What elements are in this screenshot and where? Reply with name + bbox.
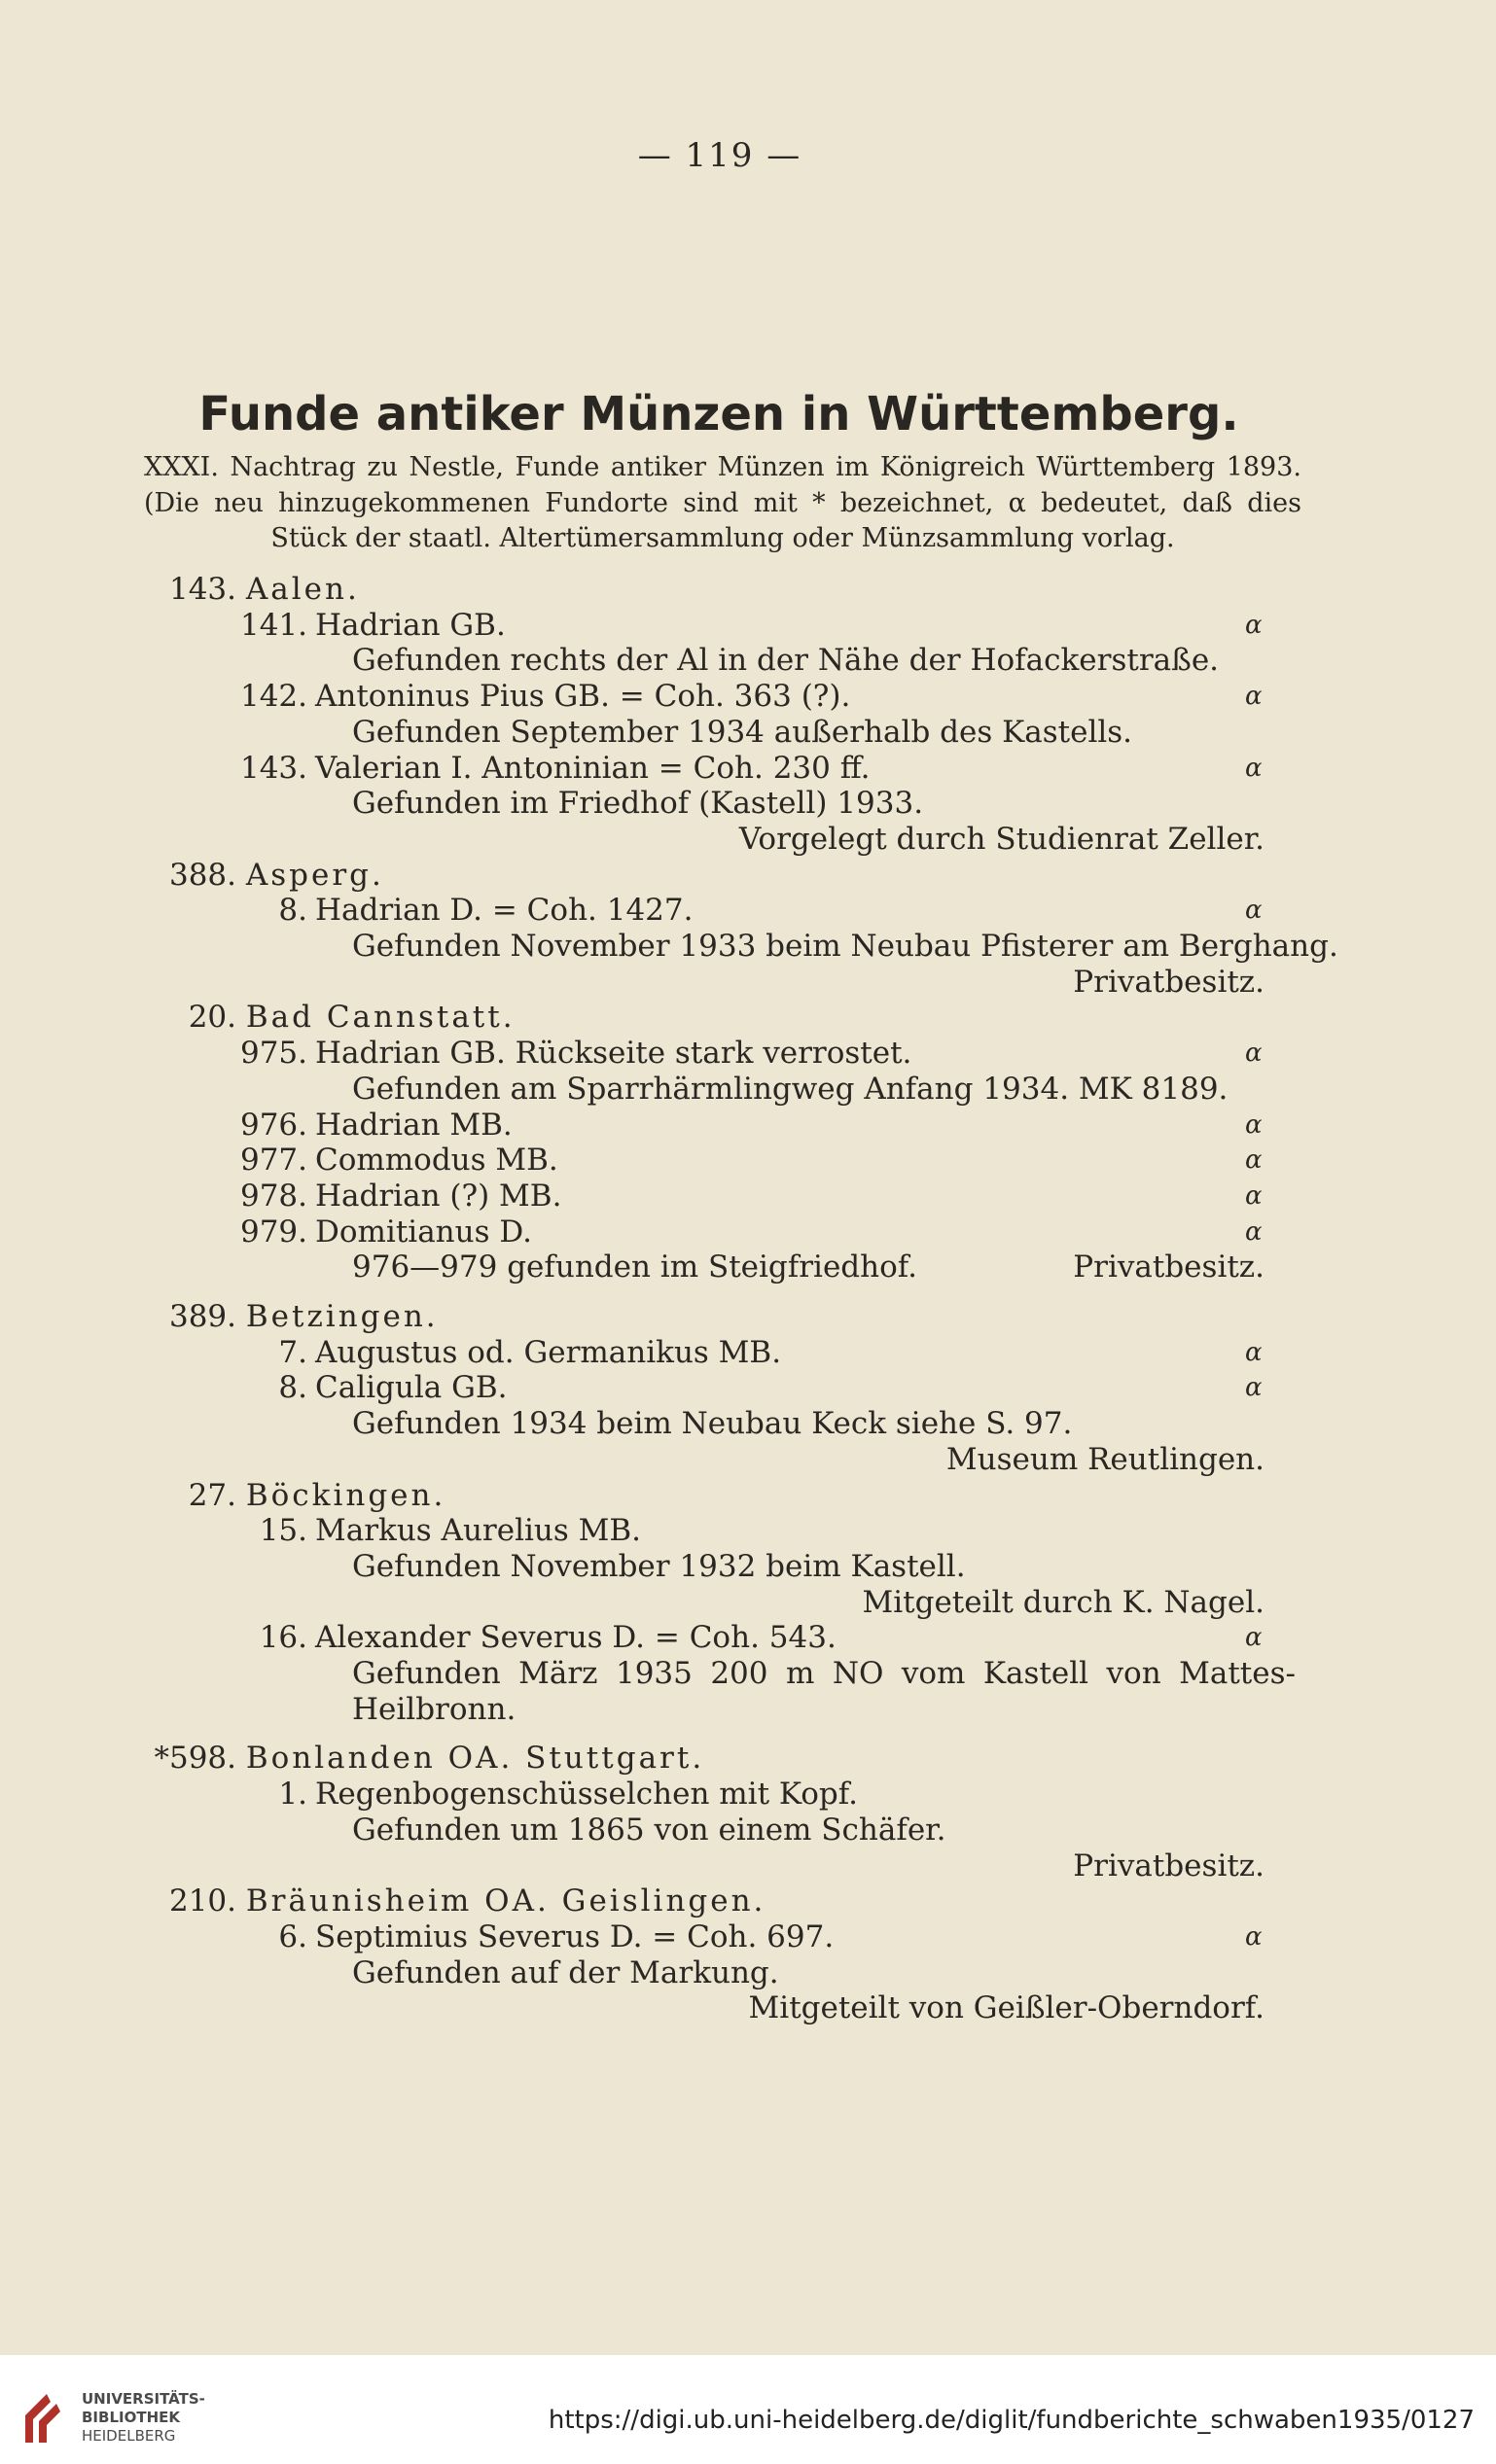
location-heading (144, 1478, 445, 1513)
collection-mark: α (1245, 1373, 1263, 1402)
location-name: Bonlanden OA. Stuttgart. (245, 1741, 705, 1776)
coin-description: Hadrian GB. (315, 608, 506, 643)
coin-entry (222, 1036, 911, 1071)
find-note: 976—979 gefunden im Steigfriedhof. (352, 1250, 918, 1285)
coin-number: 143. (239, 751, 307, 786)
coin-description: Hadrian D. = Coh. 1427. (315, 893, 694, 928)
coin-entry (222, 1143, 558, 1178)
source-url-link[interactable]: https://digi.ub.uni-heidelberg.de/diglit/fundberichte_schwaben1935/0127 (548, 2406, 1475, 2435)
collection-mark: α (1245, 611, 1263, 640)
collection-mark: α (1245, 1038, 1263, 1068)
library-logo-text: UNIVERSITÄTS- BIBLIOTHEK HEIDELBERG (82, 2390, 205, 2445)
collection-mark: α (1245, 1110, 1263, 1140)
coin-number: 975. (239, 1036, 307, 1071)
footer-bar (0, 2355, 1496, 2464)
location-heading (144, 1000, 516, 1035)
location-heading (144, 1883, 766, 1918)
coin-number: 976. (239, 1108, 307, 1143)
collection-mark: α (1245, 1623, 1263, 1652)
location-name: Bad Cannstatt. (245, 1000, 516, 1035)
coin-entry (222, 1513, 641, 1548)
coin-number: 978. (239, 1179, 307, 1214)
location-heading (144, 858, 384, 893)
location-name: Böckingen. (245, 1478, 446, 1513)
coin-entry (222, 1179, 561, 1214)
coin-number: 1. (278, 1777, 307, 1812)
collection-mark: α (1245, 1217, 1263, 1247)
coin-description: Hadrian GB. Rückseite stark verrostet. (315, 1036, 912, 1071)
ownership-note: Privatbesitz. (1073, 1250, 1264, 1285)
location-number: 388. (168, 858, 236, 893)
coin-number: 8. (278, 1370, 307, 1405)
collection-mark: α (1245, 1145, 1263, 1175)
attribution-note: Mitgeteilt von Geißler-Oberndorf. (748, 1990, 1264, 2025)
attribution-note: Privatbesitz. (1073, 1848, 1264, 1883)
location-heading (144, 572, 360, 607)
coin-number: 16. (259, 1620, 307, 1655)
attribution-note: Museum Reutlingen. (945, 1442, 1264, 1477)
coin-number: 8. (278, 893, 307, 928)
coin-description: Hadrian (?) MB. (315, 1179, 562, 1214)
attribution-note: Mitgeteilt durch K. Nagel. (862, 1585, 1264, 1620)
coin-description: Commodus MB. (315, 1143, 558, 1178)
collection-mark: α (1245, 754, 1263, 783)
page-title: Funde antiker Münzen in Württemberg. (198, 387, 1239, 441)
intro-line: Stück der staatl. Altertümersammlung oder Münzsammlung vorlag. (270, 523, 1175, 553)
find-note: Gefunden März 1935 200 m NO vom Kastell von Mattes- (352, 1656, 1296, 1691)
coin-number: 977. (239, 1143, 307, 1178)
find-note: Heilbronn. (352, 1692, 516, 1727)
coin-entry (222, 1919, 834, 1954)
location-heading (144, 1741, 704, 1776)
coin-entry (222, 1214, 532, 1250)
location-number: 389. (168, 1299, 236, 1334)
coin-description: Septimius Severus D. = Coh. 697. (315, 1919, 835, 1954)
find-note: Gefunden um 1865 von einem Schäfer. (352, 1813, 946, 1848)
find-note: Gefunden 1934 beim Neubau Keck siehe S. 97. (352, 1406, 1073, 1441)
coin-description: Markus Aurelius MB. (315, 1513, 642, 1548)
coin-entry (222, 608, 506, 643)
location-number: *598. (154, 1741, 236, 1776)
attribution-note: Privatbesitz. (1073, 965, 1264, 1000)
intro-line: XXXI. Nachtrag zu Nestle, Funde antiker Münzen im Königreich Württemberg 1893. (144, 452, 1301, 482)
find-note: Gefunden rechts der Al in der Nähe der Hofackerstraße. (352, 643, 1220, 678)
location-number: 143. (168, 572, 236, 607)
location-name: Bräunisheim OA. Geislingen. (245, 1883, 766, 1918)
coin-entry (222, 751, 871, 786)
coin-entry (222, 1777, 858, 1812)
find-note: Gefunden auf der Markung. (352, 1955, 779, 1990)
coin-description: Augustus od. Germanikus MB. (315, 1335, 782, 1370)
library-logo-icon (18, 2390, 62, 2446)
find-note: Gefunden September 1934 außerhalb des Kastells. (352, 715, 1133, 750)
coin-description: Valerian I. Antoninian = Coh. 230 ff. (315, 751, 871, 786)
coin-entry (222, 1370, 508, 1405)
coin-description: Alexander Severus D. = Coh. 543. (315, 1620, 837, 1655)
coin-number: 6. (278, 1919, 307, 1954)
coin-entry (222, 893, 693, 928)
page-number: — 119 — (637, 136, 802, 175)
coin-number: 979. (239, 1214, 307, 1250)
location-number: 27. (188, 1478, 236, 1513)
find-note: Gefunden November 1932 beim Kastell. (352, 1549, 966, 1584)
find-note: Gefunden am Sparrhärmlingweg Anfang 1934. MK 8189. (352, 1072, 1229, 1107)
collection-mark: α (1245, 1181, 1263, 1211)
coin-description: Regenbogenschüsselchen mit Kopf. (315, 1777, 858, 1812)
coin-number: 15. (259, 1513, 307, 1548)
coin-description: Caligula GB. (315, 1370, 508, 1405)
intro-line: (Die neu hinzugekommenen Fundorte sind mit * bezeichnet, α bedeutet, daß dies (144, 488, 1301, 518)
find-note: Gefunden im Friedhof (Kastell) 1933. (352, 786, 924, 821)
coin-entry (222, 679, 850, 714)
coin-entry (222, 1335, 781, 1370)
coin-number: 141. (239, 608, 307, 643)
location-name: Betzingen. (245, 1299, 439, 1334)
location-heading (144, 1299, 439, 1334)
collection-mark: α (1245, 1338, 1263, 1367)
coin-number: 7. (278, 1335, 307, 1370)
location-number: 20. (188, 1000, 236, 1035)
collection-mark: α (1245, 682, 1263, 711)
coin-entry (222, 1620, 837, 1655)
collection-mark: α (1245, 896, 1263, 925)
coin-entry (222, 1108, 513, 1143)
find-note: Gefunden November 1933 beim Neubau Pfisterer am Berghang. (352, 929, 1338, 964)
collection-mark: α (1245, 1922, 1263, 1952)
coin-number: 142. (239, 679, 307, 714)
location-name: Asperg. (245, 858, 384, 893)
coin-description: Domitianus D. (315, 1214, 532, 1250)
attribution-note: Vorgelegt durch Studienrat Zeller. (738, 822, 1264, 857)
location-name: Aalen. (245, 572, 360, 607)
location-number: 210. (168, 1883, 236, 1918)
coin-description: Hadrian MB. (315, 1108, 513, 1143)
coin-description: Antoninus Pius GB. = Coh. 363 (?). (315, 679, 851, 714)
